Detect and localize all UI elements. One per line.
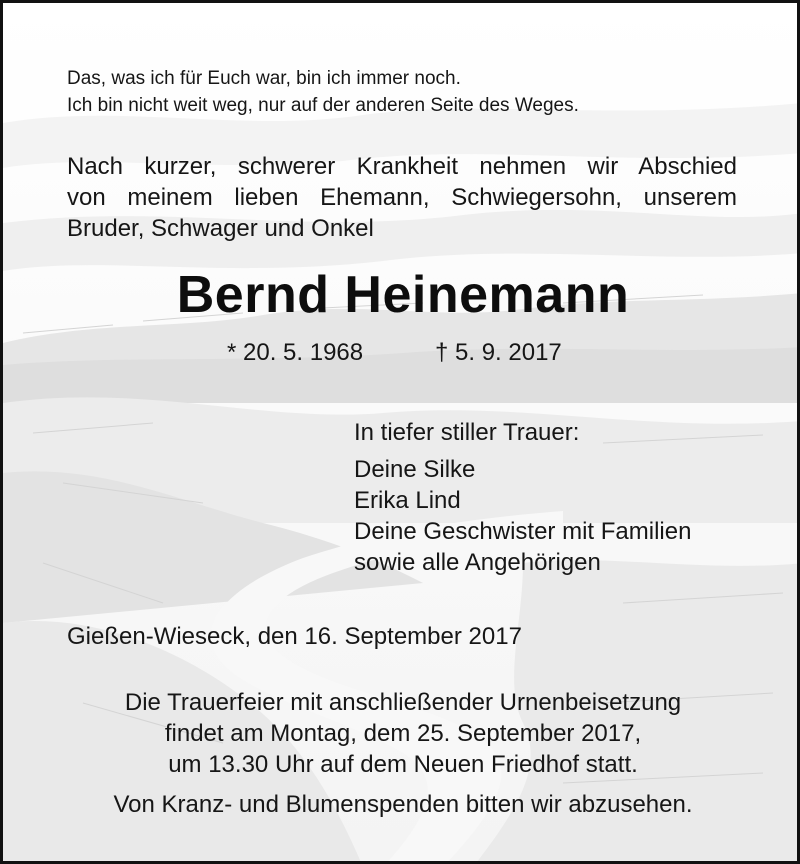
funeral-line-1: Die Trauerfeier mit anschließender Urnenbeisetzung: [124, 689, 682, 716]
intro-line-1: Nach kurzer, schwerer Krankheit nehmen wir Abschied: [67, 153, 737, 180]
intro-line-3: Bruder, Schwager und Onkel: [67, 215, 374, 242]
death-date: † 5. 9. 2017: [435, 339, 562, 366]
mourner-name: Deine Geschwister mit Familien: [354, 518, 692, 545]
mourner-name: Deine Silke: [354, 456, 476, 483]
deceased-name: Bernd Heinemann: [176, 266, 630, 324]
quote-line-1: Das, was ich für Euch war, bin ich immer noch.: [67, 68, 461, 89]
birth-date: * 20. 5. 1968: [227, 339, 364, 366]
quote-line-2: Ich bin nicht weit weg, nur auf der anderen Seite des Weges.: [67, 95, 579, 116]
mourner-name: sowie alle Angehörigen: [354, 549, 601, 576]
intro-text: [67, 151, 737, 244]
mourners-heading: In tiefer stiller Trauer:: [354, 419, 580, 446]
mourner-name: Erika Lind: [354, 487, 461, 514]
intro-line-2: von meinem lieben Ehemann, Schwiegersohn, unserem: [67, 184, 737, 211]
funeral-line-2: findet am Montag, dem 25. September 2017,: [164, 720, 642, 747]
closing-note: Von Kranz- und Blumenspenden bitten wir abzusehen.: [113, 791, 693, 818]
place-and-date: Gießen-Wieseck, den 16. September 2017: [67, 623, 522, 650]
funeral-line-3: um 13.30 Uhr auf dem Neuen Friedhof statt.: [168, 751, 638, 778]
